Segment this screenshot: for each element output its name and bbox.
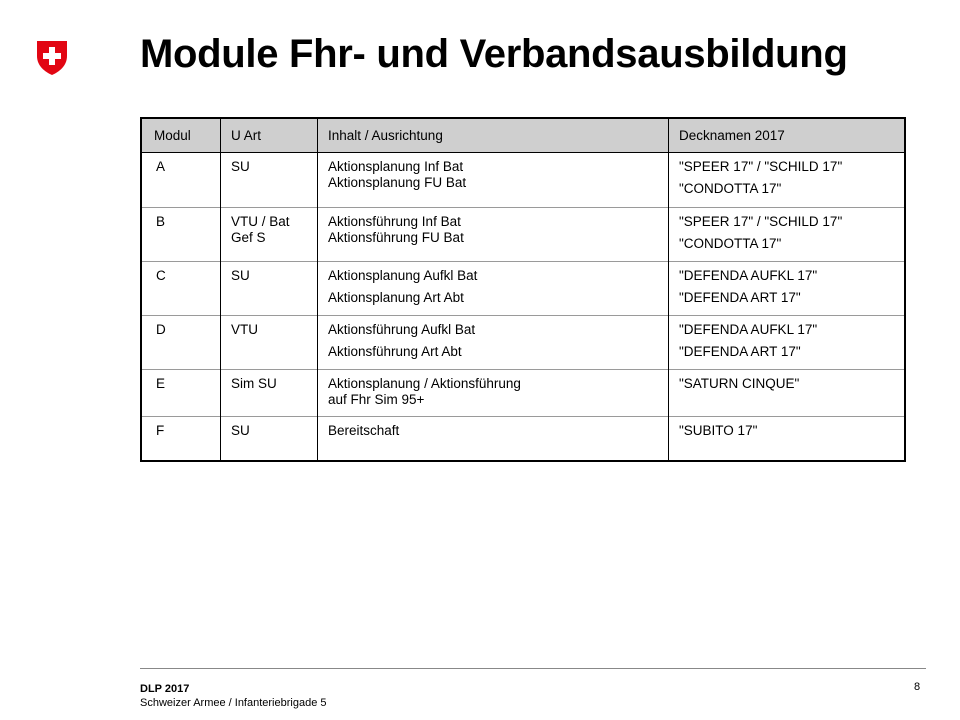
modul-cell: B xyxy=(141,208,221,262)
u-art-cell: SU xyxy=(221,417,318,461)
table-header-row xyxy=(141,118,905,153)
u-art-cell: VTU / Bat Gef S xyxy=(221,208,318,262)
inhalt-cell: Aktionsplanung Inf Bat Aktionsplanung FU Bat xyxy=(318,153,669,208)
table-row xyxy=(141,262,905,316)
deckname-cell: "SPEER 17" / "SCHILD 17" "CONDOTTA 17" xyxy=(669,208,906,262)
table-row xyxy=(141,316,905,370)
inhalt-cell: Bereitschaft xyxy=(318,417,669,461)
column-header-decknamen: Decknamen 2017 xyxy=(669,118,906,153)
deckname-cell: "SATURN CINQUE" xyxy=(669,370,906,417)
u-art-cell: SU xyxy=(221,262,318,316)
modul-cell: F xyxy=(141,417,221,461)
modul-cell: C xyxy=(141,262,221,316)
page-number: 8 xyxy=(914,681,921,693)
swiss-cross-shield-icon xyxy=(36,40,68,76)
inhalt-cell: Aktionsplanung Aufkl Bat Aktionsplanung Art Abt xyxy=(318,262,669,316)
column-header-u-art: U Art xyxy=(221,118,318,153)
u-art-cell: Sim SU xyxy=(221,370,318,417)
modul-cell: E xyxy=(141,370,221,417)
table-row xyxy=(141,417,905,461)
inhalt-cell: Aktionsplanung / Aktionsführung auf Fhr Sim 95+ xyxy=(318,370,669,417)
u-art-cell: VTU xyxy=(221,316,318,370)
page-title: Module Fhr- und Verbandsausbildung xyxy=(140,32,848,76)
table-row xyxy=(141,208,905,262)
deckname-cell: "DEFENDA AUFKL 17" "DEFENDA ART 17" xyxy=(669,316,906,370)
table-row xyxy=(141,370,905,417)
table-row xyxy=(141,153,905,208)
footer-title: DLP 2017 xyxy=(140,683,190,695)
modules-table xyxy=(140,117,906,462)
deckname-cell: "SUBITO 17" xyxy=(669,417,906,461)
inhalt-cell: Aktionsführung Aufkl Bat Aktionsführung Art Abt xyxy=(318,316,669,370)
modul-cell: A xyxy=(141,153,221,208)
column-header-inhalt: Inhalt / Ausrichtung xyxy=(318,118,669,153)
modul-cell: D xyxy=(141,316,221,370)
column-header-modul: Modul xyxy=(141,118,221,153)
deckname-cell: "SPEER 17" / "SCHILD 17" "CONDOTTA 17" xyxy=(669,153,906,208)
footer-divider xyxy=(140,668,926,669)
u-art-cell: SU xyxy=(221,153,318,208)
deckname-cell: "DEFENDA AUFKL 17" "DEFENDA ART 17" xyxy=(669,262,906,316)
inhalt-cell: Aktionsführung Inf Bat Aktionsführung FU Bat xyxy=(318,208,669,262)
footer-subtitle: Schweizer Armee / Infanteriebrigade 5 xyxy=(140,697,327,709)
